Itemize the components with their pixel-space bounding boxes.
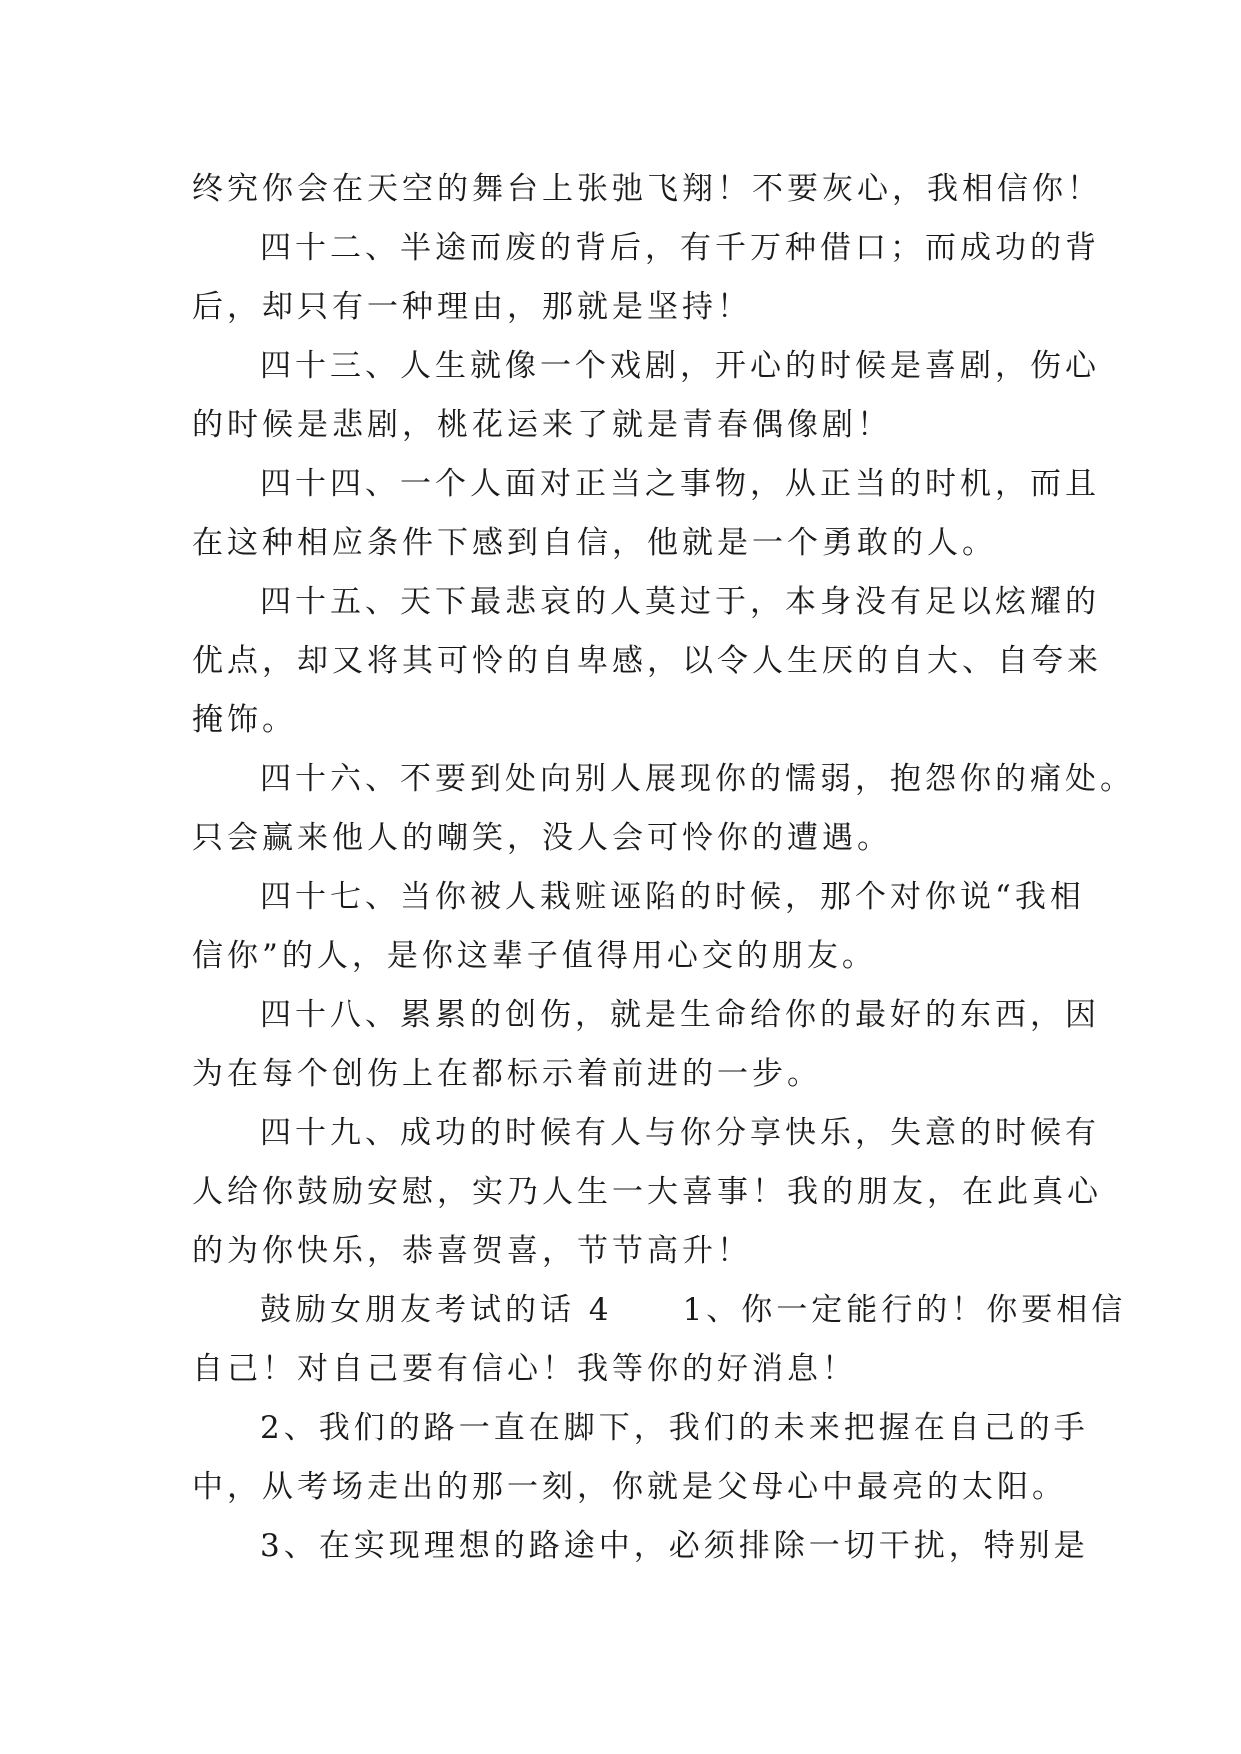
text-line: 只会赢来他人的嘲笑，没人会可怜你的遭遇。 xyxy=(192,820,892,856)
text-line: 的为你快乐，恭喜贺喜，节节高升！ xyxy=(192,1233,752,1269)
text-line: 掩饰。 xyxy=(192,702,297,738)
text-line: 四十八、累累的创伤，就是生命给你的最好的东西，因 xyxy=(260,997,1100,1033)
document-body xyxy=(192,160,1135,1576)
text-line: 终究你会在天空的舞台上张弛飞翔！不要灰心，我相信你！ xyxy=(192,171,1102,207)
text-line: 四十四、一个人面对正当之事物，从正当的时机，而且 xyxy=(260,466,1100,502)
text-line: 四十五、天下最悲哀的人莫过于，本身没有足以炫耀的 xyxy=(260,584,1100,620)
text-line: 的时候是悲剧，桃花运来了就是青春偶像剧！ xyxy=(192,407,892,443)
text-line: 信你”的人，是你这辈子值得用心交的朋友。 xyxy=(192,938,877,974)
text-line: 后，却只有一种理由，那就是坚持！ xyxy=(192,289,752,325)
text-line: 鼓励女朋友考试的话 4 1、你一定能行的！你要相信 xyxy=(260,1292,1127,1328)
text-line: 优点，却又将其可怜的自卑感，以令人生厌的自大、自夸来 xyxy=(192,643,1102,679)
text-line: 为在每个创伤上在都标示着前进的一步。 xyxy=(192,1056,822,1092)
text-line: 2、我们的路一直在脚下，我们的未来把握在自己的手 xyxy=(260,1410,1089,1446)
text-line: 3、在实现理想的路途中，必须排除一切干扰，特别是 xyxy=(260,1528,1089,1564)
text-line: 在这种相应条件下感到自信，他就是一个勇敢的人。 xyxy=(192,525,997,561)
text-line: 四十三、人生就像一个戏剧，开心的时候是喜剧，伤心 xyxy=(260,348,1100,384)
text-line: 四十二、半途而废的背后，有千万种借口；而成功的背 xyxy=(260,230,1100,266)
text-line: 四十七、当你被人栽赃诬陷的时候，那个对你说“我相 xyxy=(260,879,1085,915)
text-line: 人给你鼓励安慰，实乃人生一大喜事！我的朋友，在此真心 xyxy=(192,1174,1102,1210)
text-line: 中，从考场走出的那一刻，你就是父母心中最亮的太阳。 xyxy=(192,1469,1067,1505)
text-line: 四十九、成功的时候有人与你分享快乐，失意的时候有 xyxy=(260,1115,1100,1151)
text-line: 自己！对自己要有信心！我等你的好消息！ xyxy=(192,1351,857,1387)
text-line: 四十六、不要到处向别人展现你的懦弱，抱怨你的痛处。 xyxy=(260,761,1135,797)
